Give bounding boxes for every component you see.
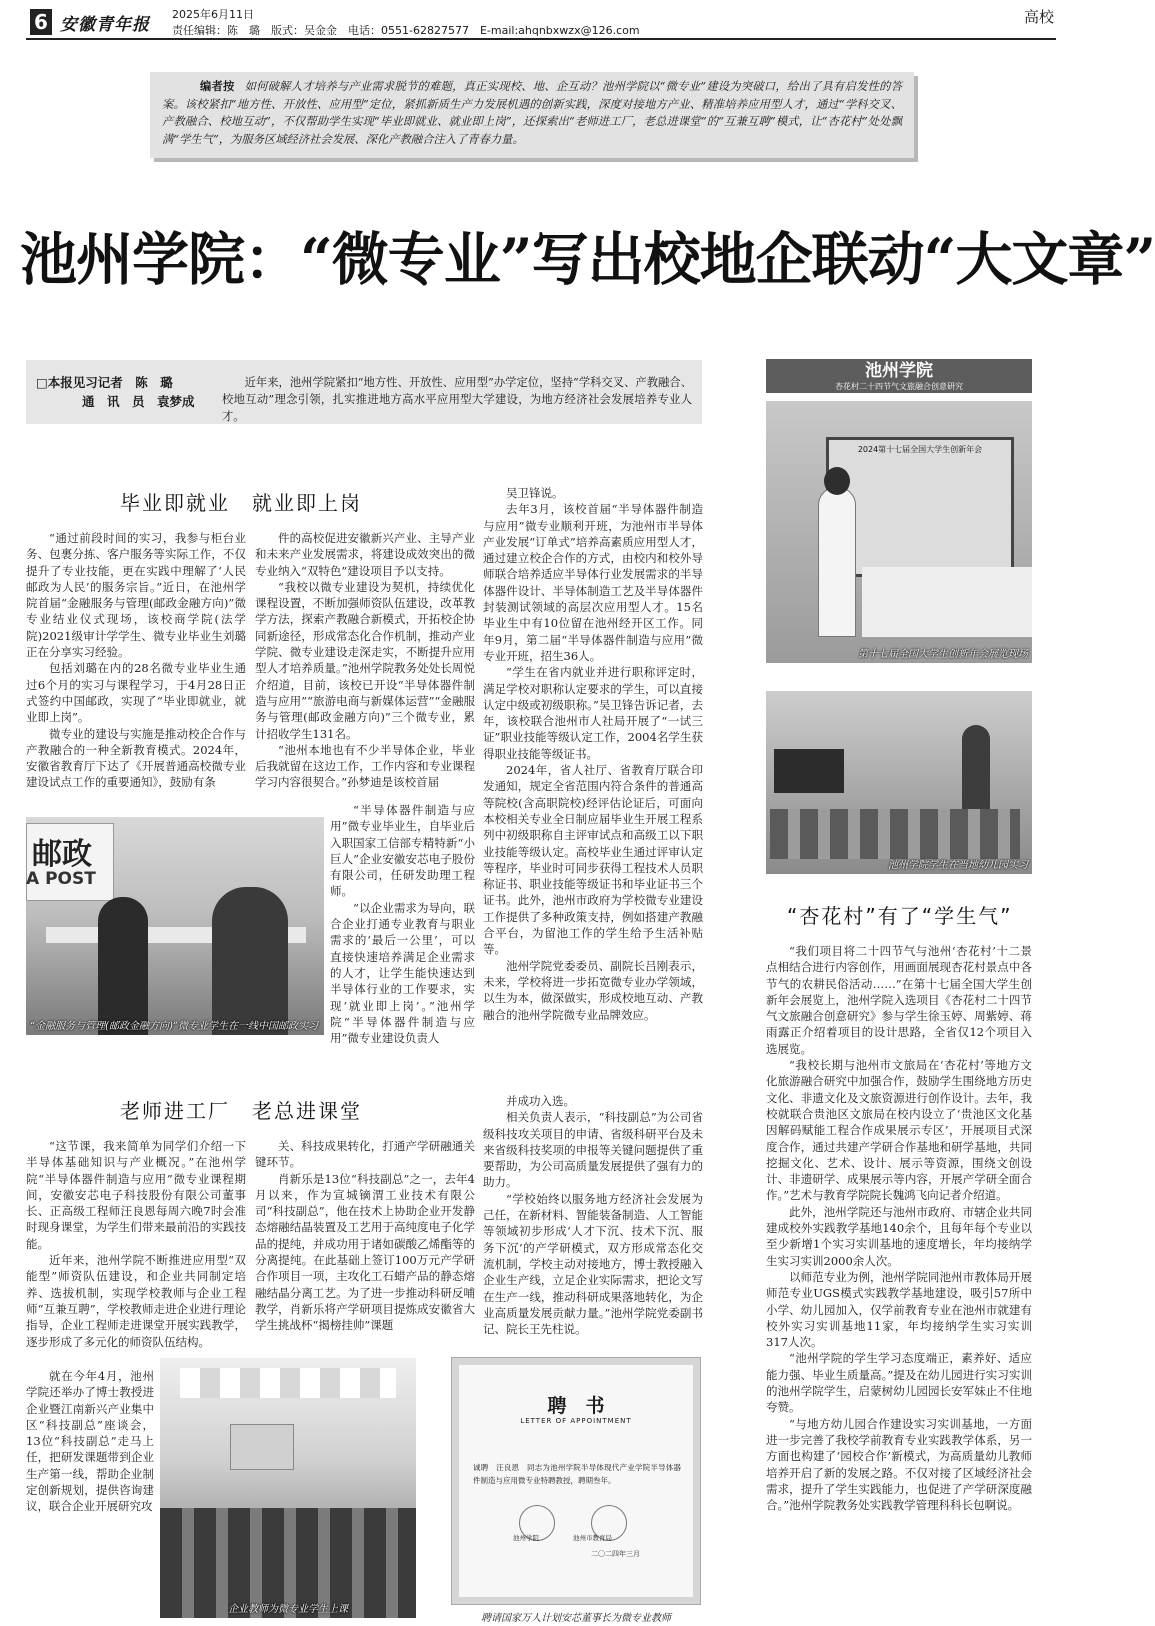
certificate-title: 聘 书 (547, 1395, 605, 1417)
paragraph: 肖新乐是13位“科技副总”之一，去年4月以来，作为宣城镝渭工业技术有限公司“科技副总”，他在技术上协助企业开发静态熔融结晶装置及工艺用于高纯度电子化学品的提纯，并成功用于诸如碳酸乙烯酯等的分离提纯。在此基础上签订100万元产学研合作项目一项，主攻化工石蜡产品的静态熔融结晶分离工艺。为了进一步推动科研反哺教学，肖新乐将产学研项目提炼成安徽省大学生挑战杯“揭榜挂帅”课题 (255, 1171, 475, 1333)
paragraph: “我校以微专业建设为契机，持续优化课程设置，不断加强师资队伍建设，改革教学方法，探索产教融合新模式，开拓校企协同新途径，形成常态化合作机制，推动产业学院、微专业建设走深走实，不断提升应用型人才培养质量。”池州学院教务处处长周悦介绍道，目前，该校已开设“半导体器件制造与应用”“旅游电商与新媒体运营”“金融服务与管理(邮政金融方向)”三个微专业，累计招收学生131名。 (255, 579, 475, 741)
paragraph: 池州学院党委委员、副院长吕刚表示，未来，学校将进一步拓宽微专业办学领域，以生为本，做深做实，形成校地互动、产教融合的池州学院微专业品牌效应。 (483, 958, 703, 1022)
paragraph: “这节课，我来简单为同学们介绍一下半导体基础知识与产业概况。”在池州学院“半导体器件制造与应用”微专业课程期间，安徽安芯电子科技股份有限公司董事长、正高级工程师汪良恩每周六晚7时会准时现身课堂，为学生们带来最前沿的实践技能。 (26, 1139, 246, 1251)
photo-kindergarten (766, 691, 1032, 874)
paragraph: 吴卫锋说。 (506, 486, 564, 500)
issue-date: 2025年6月11日 (172, 8, 254, 21)
paragraph: “通过前段时间的实习，我参与柜台业务、包裹分拣、客户服务等实际工作，不仅提升了专业技能，更在实践中理解了‘人民邮政为人民’的服务宗旨。”近日，在池州学院首届“金融服务与管理(邮政金融方向)”微专业结业仪式现场，该校商学院(法学院)2021级审计学学生、微专业毕业生刘璐正在分享实习经验。 (26, 531, 246, 660)
editor-line: 责任编辑：陈 璐 版式：吴金金 电话：0551-62827577 E-mail:ahqnbxwzx@126.com (172, 24, 640, 37)
paragraph: 包括刘璐在内的28名微专业毕业生通过6个月的实习与课程学习，于4月28日正式签约中国邮政，实现了“毕业即就业，就业即上岗”。 (26, 661, 246, 725)
children-row (770, 809, 1020, 859)
headline: 池州学院：“微专业”写出校地企联动“大文章” (20, 226, 1155, 293)
paragraph: 微专业的建设与实施是推动校企合作与产教融合的一种全新教育模式。2024年，安徽省教育厅下达了《开展普通高校微专业建设试点工作的重要通知》，鼓励有条 (26, 726, 246, 790)
certificate-caption: 聘请国家万人计划安芯董事长为微专业教师 (481, 1613, 671, 1624)
paragraph: “以企业需求为导向，联合企业打通专业教育与职业需求的‘最后一公里’，可以直接快速培养满足企业需求的人才，让学生能快速达到半导体行业的工作要求，实现‘就业即上岗’。”池州学院“半导体器件制造与应用”微专业建设负责人 (330, 900, 475, 1046)
editor-note-text: 如何破解人才培养与产业需求脱节的难题，真正实现校、地、企互动？池州学院以“微专业”建设为突破口，给出了具有启发性的答案。该校紧扣“地方性、开放性、应用型”定位，紧抓新质生产力发展机遇的创新实践，深度对接地方产业、精准培养应用型人才，通过“学科交叉、产教融合、校地互动”，不仅帮助学生实现“毕业即就业、就业即上岗”，还探索出“老师进工厂，老总进课堂”的“互兼互聘”模式，让“杏花村”处处飘满“学生气”，为服务区域经济社会发展、深化产教融合注入了青春力量。 (162, 80, 902, 146)
certificate-body: 诚聘 汪良恩 同志为池州学院半导体现代产业学院半导体器件制造与应用微专业特聘教授，聘期叁年。 (473, 1463, 681, 1485)
seal-right-text: 池州市教育局 (573, 1534, 612, 1542)
section2-col1-upper (26, 1138, 246, 1366)
photo-caption: 池州学院学生在当地幼儿园实习 (888, 860, 1028, 871)
paragraph: “池州本地也有不少半导体企业，毕业后我就留在这边工作，工作内容和专业课程学习内容很契合。”孙梦迪是该校首届 (255, 742, 475, 790)
certificate (452, 1358, 700, 1604)
certificate-subtitle: LETTER OF APPOINTMENT (520, 1417, 632, 1425)
banner-subtitle: 杏花村二十四节气文旅融合创意研究 (835, 382, 963, 391)
piano (774, 749, 844, 793)
paragraph: “学生在省内就业并进行职称评定时，满足学校对职称认定要求的学生，可以直接认定中级或初级职称。”吴卫锋告诉记者，去年，该校联合池州市人社局开展了“一试三证”职业技能等级认定工作，2004名学生获得职业技能等级证书。 (483, 665, 703, 761)
byline-reporter: □本报见习记者 陈 璐 (36, 375, 173, 390)
paragraph: 近年来，池州学院不断推进应用型“双能型”师资队伍建设，和企业共同制定培养、选拔机制，实现学校教师与企业工程师“互兼互聘”，学校教师走进企业进行理论指导，企业工程师走进课堂开展实践教学，逐步形成了多元化的师资队伍结构。 (26, 1253, 246, 1349)
student-figure (818, 487, 856, 637)
paragraph: 相关负责人表示，“科技副总”为公司省级科技攻关项目的申请、省级科研平台及未来省级科技奖项的申报等关键问题提供了重要帮助，为公司高质量发展提供了强有力的助力。 (483, 1110, 703, 1190)
certificate-date: 二〇二四年三月 (591, 1550, 640, 1558)
editor-note-label: 编者按 (200, 79, 235, 93)
paragraph: “与地方幼儿园合作建设实习实训基地，一方面进一步完善了我校学前教育专业实践教学体系，另一方面也构建了‘园校合作’新模式，为高质量幼儿教师培养开启了新的发展之路。不仅对接了区域经济社会需求，提升了学生实践能力，也促进了产学研深度融合。”池州学院教务处实践教学管理科科长包啊说。 (766, 1416, 1032, 1513)
paragraph: 关、科技成果转化，打通产学研融通关键环节。 (255, 1139, 475, 1170)
page-number: 6 (30, 9, 52, 35)
byline-box (26, 360, 702, 424)
post-sign-glyph: 邮政 (32, 837, 92, 872)
paragraph: 以师范专业为例，池州学院同池州市教体局开展师范专业UGS模式实践教学基地建设，吸引57所中小学、幼儿园加入，仅学前教育专业在池州市就建有校外实习实训基地11家，年均接纳学生实习实训317人次。 (766, 1269, 1032, 1350)
projection-screen (230, 1424, 294, 1470)
section3-col (766, 943, 1032, 1623)
section1-col2-lower (330, 802, 475, 1046)
paragraph: 2024年，省人社厅、省教育厅联合印发通知，规定全省范围内符合条件的普通高等院校(含高职院校)经评估论证后，可面向本校相关专业全日制应届毕业生开展工程系列中初级职称自主评审试点和高级工以下职业技能等级认定。高校毕业生通过评审认定等程序，毕业时可同步获得工程技术人员职称证书、职业技能等级证书和毕业证书三个证书。此外，池州市政府为学校微专业建设工作提供了多种政策支持，例如搭建产教融合平台，为留池工作的学生给予生活补贴等。 (483, 763, 703, 957)
paragraph: “池州学院的学生学习态度端正，素养好、适应能力强、毕业生质量高。”提及在幼儿园进行实习实训的池州学院学生，启蒙树幼儿园园长安军妹止不住地夸赞。 (766, 1351, 1032, 1415)
section2-title: 老师进工厂 老总进课堂 (120, 1099, 362, 1123)
photo-classroom (160, 1358, 416, 1618)
paragraph: “我们项目将二十四节气与池州‘杏花村’十二景点相结合进行内容创作，用画面展现杏花村景点中各节气的农耕民俗活动……”在第十七届全国大学生创新年会展览上，池州学院入选项目《杏花村二十四节气文旅融合创意研究》参与学生徐玉婷、周紫婷、蒋雨露正介绍着项目的设计思路，全省仅12个项目入选展览。 (766, 944, 1032, 1056)
paragraph: 就在今年4月，池州学院还举办了博士教授进企业暨江南新兴产业集中区“科技副总”座谈会，13位“科技副总”走马上任，把研发课题带到企业生产第一线，帮助企业制定创新规划，提供咨询建议，联合企业开展研究攻 (26, 1369, 154, 1514)
editor-note-box (150, 72, 914, 158)
photo-caption: “金融服务与管理(邮政金融方向)”微专业学生在一线中国邮政实习 (30, 1021, 319, 1032)
section3-title: “杏花村”有了“学生气” (787, 904, 1013, 928)
section1-col3 (483, 485, 703, 1035)
paragraph: 去年3月，该校首届“半导体器件制造与应用”微专业顺利开班，为池州市半导体产业发展“订单式”培养高素质应用型人才，通过建立校企合作的方式，由校内和校外导师联合培养适应半导体行业发展需求的半导体器件设计、半导体制造工艺及半导体器件封装测试领域的高层次应用型人才。15名毕业生中有10位留在池州经开区工作。同年9月，第二届“半导体器件制造与应用”微专业开班，招生36人。 (483, 502, 703, 663)
byline-correspondent: 通 讯 员 袁梦成 (82, 394, 195, 409)
section-label: 高校 (1023, 8, 1054, 26)
section2-col2 (255, 1138, 475, 1350)
seal-left-text: 池州学院 (513, 1534, 539, 1542)
paragraph: 并成功入选。 (506, 1094, 575, 1108)
header-bar (26, 4, 1056, 40)
section1-col2-upper (255, 530, 475, 802)
ceiling-lights (180, 1368, 396, 1398)
section1-col1 (26, 530, 246, 806)
post-sign-latin: A POST (26, 869, 96, 889)
paper-name: 安徽青年报 (60, 15, 150, 35)
section2-col1-lower (26, 1368, 154, 1620)
paragraph: 此外，池州学院还与池州市政府、市辖企业共同建成校外实践教学基地140余个，且每年每个专业以至少新增1个实习实训基地的速度增长，年均接纳学生实习实训2000余人次。 (766, 1204, 1032, 1268)
student-head (824, 467, 850, 495)
person-left (98, 897, 148, 1035)
section1-title: 毕业即就业 就业即上岗 (120, 491, 362, 515)
banner-school-name: 池州学院 (865, 361, 933, 381)
photo-caption: 第十七届全国大学生创新年会展览现场 (858, 649, 1028, 660)
paragraph: “我校长期与池州市文旅局在‘杏花村’等地方文化旅游融合研究中加强合作，鼓励学生围绕地方历史文化、非遗文化及文旅资源进行创作设计。去年，我校就联合贵池区文旅局在校内设立了‘贵池区文化基因解码赋能工程合作成果展示专区’，开展项目式深度合作，通过共建产学研合作基地和研学基地，共同挖掘文化、艺术、设计、展示等资源，围绕文创设计、非遗研学、成果展示等内容，开展产学研全面合作。”艺术与教育学院院长魏鸿飞向记者介绍道。 (766, 1058, 1032, 1203)
paragraph: “学校始终以服务地方经济社会发展为己任，在新材料、智能装备制造、人工智能等领域初步形成‘人才下沉、技术下沉、服务下沉’的产学研模式，双方形成常态化交流机制，学校主动对接地方，博士教授融入企业生产线，立足企业实际需求，把论文写在生产一线，推动科研成果落地转化，为企业高质量发展贡献力量。”池州学院党委副书记、院长王先柱说。 (483, 1191, 703, 1337)
paragraph: “半导体器件制造与应用”微专业毕业生，自毕业后入职国家工信部专精特新“小巨人”企业安徽安芯电子股份有限公司，任研发助理工程师。 (330, 803, 475, 899)
screen-title: 2024第十七届全国大学生创新年会 (857, 445, 983, 454)
photo-caption: 企业教师为微专业学生上课 (228, 1604, 348, 1615)
person-right (212, 887, 288, 1035)
display-table (862, 567, 1032, 637)
byline-lead: 近年来，池州学院紧扣“地方性、开放性、应用型”办学定位，坚持“学科交叉、产教融合、校地互动”理念引领，扎实推进地方高水平应用型大学建设，为地方经济社会发展培养专业人才。 (222, 376, 692, 423)
section2-col3 (483, 1093, 703, 1351)
photo-post-office (26, 817, 324, 1035)
photo-exhibition (766, 401, 1032, 663)
paragraph: 件的高校促进安徽新兴产业、主导产业和未来产业发展需求，将建设成效突出的微专业纳入“双特色”建设项目予以支持。 (255, 531, 475, 578)
